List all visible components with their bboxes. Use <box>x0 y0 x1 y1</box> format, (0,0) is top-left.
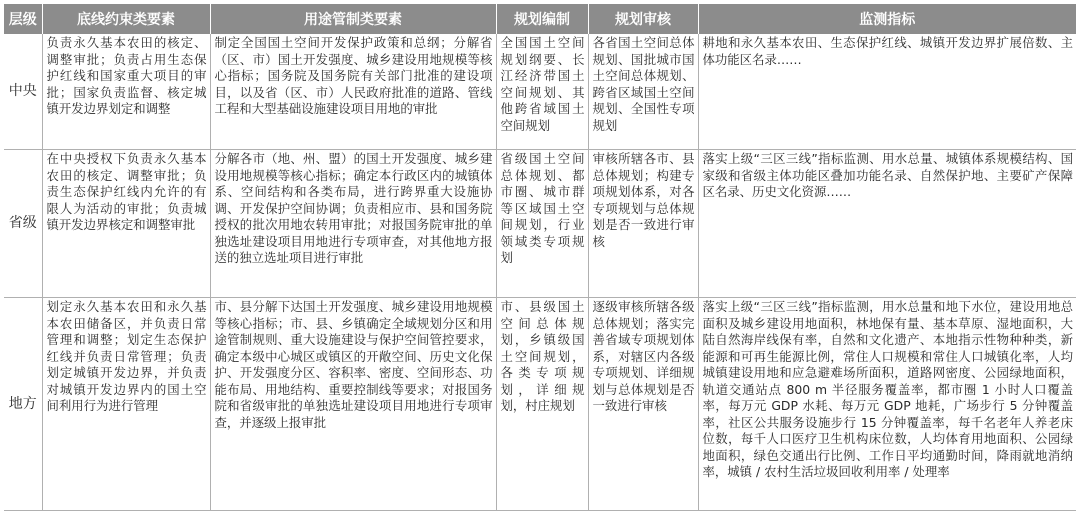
level-cell: 省级 <box>4 150 42 298</box>
monitoring-cell: 落实上级“三区三线”指标监测、用水总量、城镇体系规模结构、国家级和省级主体功能区叠加功能名录、自然保护地、主要矿产保障区名录、历史文化资源…… <box>698 150 1076 298</box>
header-row <box>4 4 1076 34</box>
planning-cell: 省级国土空间总体规划、都市圈、城市群等区域国土空间规划，行业领域类专项规划 <box>496 150 588 298</box>
use-control-cell: 市、县分解下达国土开发强度、城乡建设用地规模等核心指标；市、县、乡镇确定全域规划分区和用途管制规则、重大设施建设与保护空间管控要求，确定本级中心城区或镇区的开敞空间、历史文化保护、开发强度分区、容积率、密度、空间形态、功能布局、用地结构、重要控制线等要求；对报国务院和省级审批的单独选址建设项目用地进行专项审查，并逐级上报审批 <box>210 298 496 511</box>
review-cell: 各省国土空间总体规划、国批城市国土空间总体规划、跨省区域国土空间规划、全国性专项规划 <box>588 34 698 150</box>
planning-cell: 全国国土空间规划纲要、长江经济带国土空间规划、其他跨省域国土空间规划 <box>496 34 588 150</box>
header-use-control: 用途管制类要素 <box>210 4 496 34</box>
header-level: 层级 <box>4 4 42 34</box>
table-row-local <box>4 298 1076 511</box>
header-planning: 规划编制 <box>496 4 588 34</box>
baseline-cell: 负责永久基本农田的核定、调整审批；负责占用生态保护红线和国家重大项目的审批；国家负责监督、核定城镇开发边界划定和调整 <box>42 34 210 150</box>
monitoring-cell: 耕地和永久基本农田、生态保护红线、城镇开发边界扩展倍数、主体功能区名录…… <box>698 34 1076 150</box>
planning-cell: 市、县级国土空间总体规划，乡镇级国土空间规划，各类专项规划，详细规划，村庄规划 <box>496 298 588 511</box>
review-cell: 审核所辖各市、县总体规划；构建专项规划体系，对各专项规划与总体规划是否一致进行审核 <box>588 150 698 298</box>
table-row-provincial <box>4 150 1076 298</box>
monitoring-cell: 落实上级“三区三线”指标监测，用水总量和地下水位，建设用地总面积及城乡建设用地面积，林地保有量、基本草原、湿地面积，大陆自然海岸线保有率，自然和文化遗产、本地指示性物种种类，新能源和可再生能源比例，常住人口规模和常住人口城镇化率，人均城镇建设用地和应急避难场所面积，道路网密度、公园绿地面积，轨道交通站点 800 m 半径服务覆盖率，都市圈 1 小时人口覆盖率，每万元 GDP 水耗、每万元 GDP 地耗，广场步行 5 分钟覆盖率，社区公共服务设施步行 15 分钟覆盖率，每千名老年人养老床位数，每千人口医疗卫生机构床位数，人均体育用地面积、公园绿地面积，绿色交通出行比例、工作日平均通勤时间，降雨就地消纳率，城镇 / 农村生活垃圾回收利用率 / 处理率 <box>698 298 1076 511</box>
planning-levels-table <box>4 4 1076 511</box>
baseline-cell: 在中央授权下负责永久基本农田的核定、调整审批；负责生态保护红线内允许的有限人为活动的审批；负责城镇开发边界核定和调整审批 <box>42 150 210 298</box>
use-control-cell: 分解各市（地、州、盟）的国土开发强度、城乡建设用地规模等核心指标；确定本行政区内的城镇体系、空间结构和各类布局，进行跨界重大设施协调、开发保护空间协调；负责相应市、县和国务院授权的批次用地农转用审批；对报国务院审批的单独选址建设项目用地进行专项审查，对其他地方报送的独立选址项目进行审批 <box>210 150 496 298</box>
table-row-central <box>4 34 1076 150</box>
header-monitoring: 监测指标 <box>698 4 1076 34</box>
level-cell: 中央 <box>4 34 42 150</box>
level-cell: 地方 <box>4 298 42 511</box>
baseline-cell: 划定永久基本农田和永久基本农田储备区，并负责日常管理和调整；划定生态保护红线并负责日常管理；负责划定城镇开发边界，并负责对城镇开发边界内的国土空间利用行为进行管理 <box>42 298 210 511</box>
header-review: 规划审核 <box>588 4 698 34</box>
header-baseline: 底线约束类要素 <box>42 4 210 34</box>
review-cell: 逐级审核所辖各级总体规划；落实完善省域专项规划体系，对辖区内各级专项规划、详细规划与总体规划是否一致进行审核 <box>588 298 698 511</box>
use-control-cell: 制定全国国土空间开发保护政策和总纲；分解省（区、市）国土开发强度、城乡建设用地规模等核心指标；国务院及国务院有关部门批准的建设项目，以及省（区、市）人民政府批准的道路、管线工程和大型基础设施建设项目用地的审批 <box>210 34 496 150</box>
